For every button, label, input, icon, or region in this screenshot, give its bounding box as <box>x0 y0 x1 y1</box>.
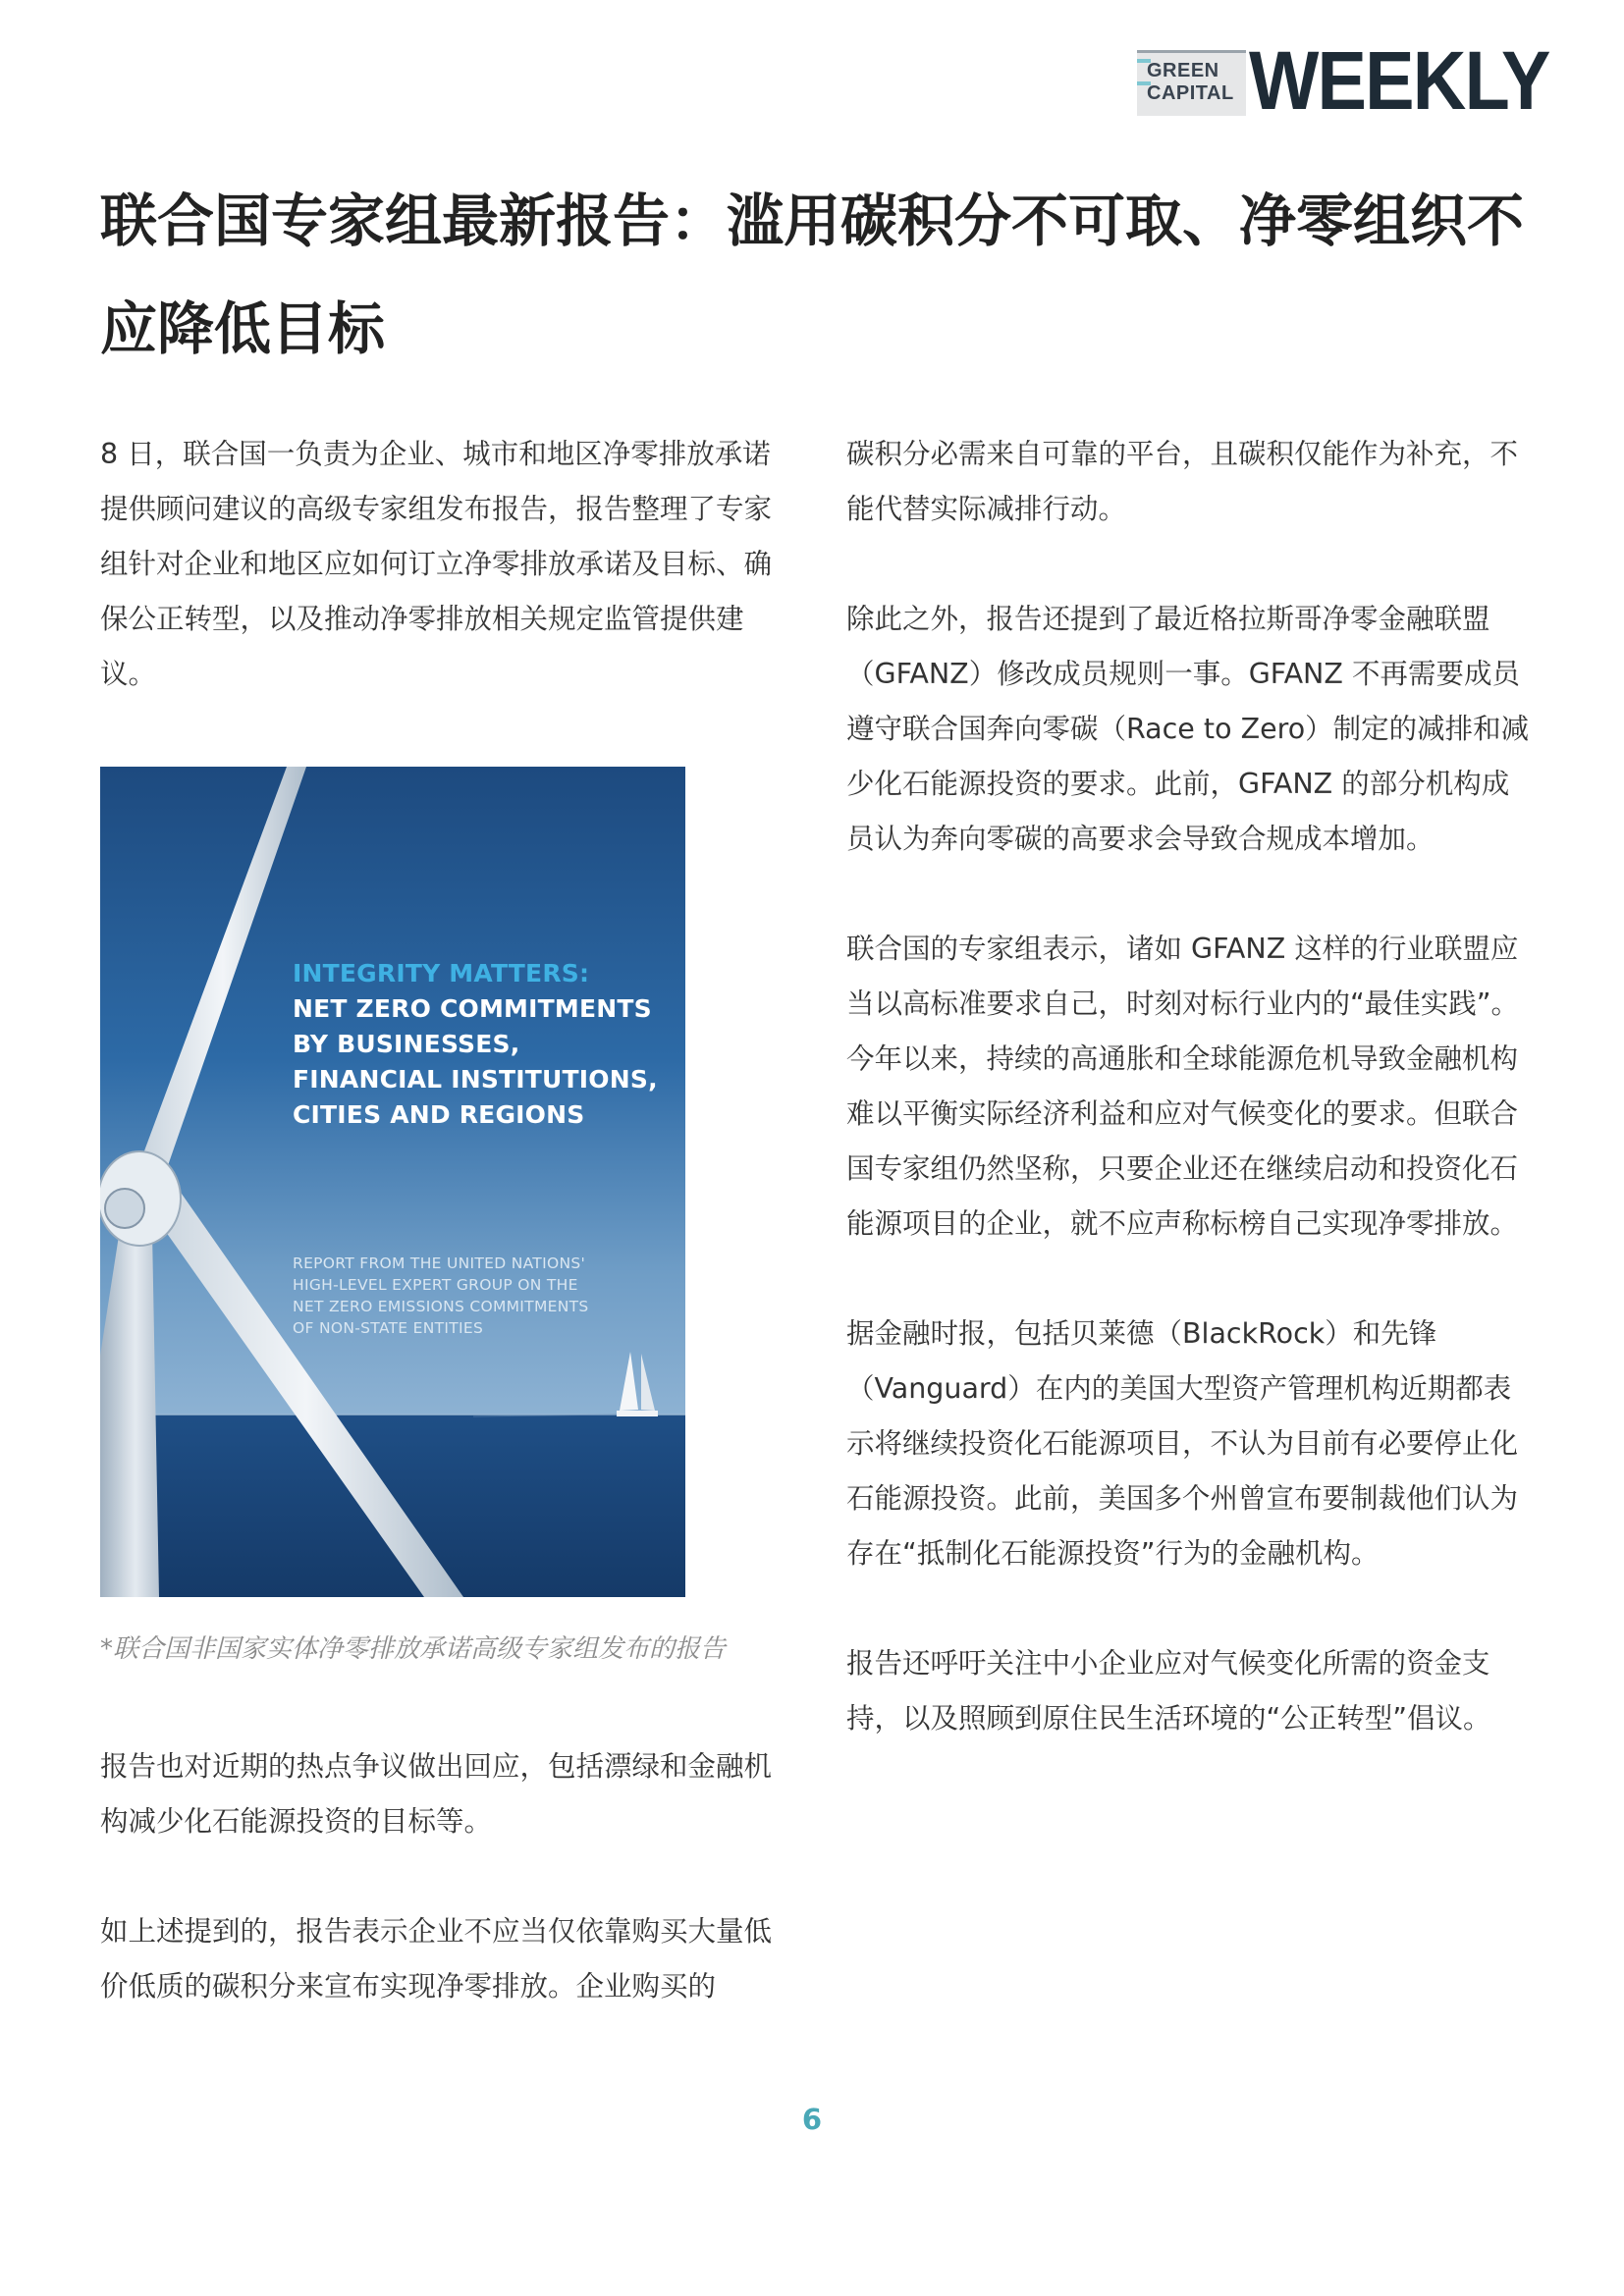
wind-turbine-seascape <box>100 767 685 1597</box>
image-caption: *联合国非国家实体净零排放承诺高级专家组发布的报告 <box>100 1634 727 1664</box>
green-capital-weekly-logo <box>1137 34 1549 127</box>
left-column <box>100 427 787 702</box>
logo-badge <box>1137 50 1246 116</box>
paragraph: 除此之外，报告还提到了最近格拉斯哥净零金融联盟（GFANZ）修改成员规则一事。GFANZ 不再需要成员遵守联合国奔向零碳（Race to Zero）制定的减排和减少化石能源投资的要求。此前，GFANZ 的部分机构成员认为奔向零碳的高要求会导致合规成本增加。 <box>846 603 1530 855</box>
article-title: 联合国专家组最新报告：滥用碳积分不可取、净零组织不应降低目标 <box>100 187 1525 362</box>
left-column-continued <box>100 1739 787 2014</box>
cover-title-line: CITIES AND REGIONS <box>293 1100 585 1129</box>
turbine-hub-cap <box>105 1189 144 1228</box>
cover-title-line: FINANCIAL INSTITUTIONS, <box>293 1065 658 1094</box>
right-column <box>846 427 1534 1746</box>
paragraph: 据金融时报，包括贝莱德（BlackRock）和先锋（Vanguard）在内的美国大型资产管理机构近期都表示将继续投资化石能源项目，不认为目前有必要停止化石能源投资。此前，美国多个州曾宣布要制裁他们认为存在“抵制化石能源投资”行为的金融机构。 <box>846 1317 1519 1570</box>
logo-weekly-text: WEEKLY <box>1249 34 1549 127</box>
paragraph: 8 日，联合国一负责为企业、城市和地区净零排放承诺提供顾问建议的高级专家组发布报告，报告整理了专家组针对企业和地区应如何订立净零排放承诺及目标、确保公正转型，以及推动净零排放相关规定监管提供建议。 <box>100 438 773 690</box>
cover-subtitle-block <box>293 1253 676 1339</box>
page-number: 6 <box>801 2103 823 2136</box>
cover-subtitle-line: OF NON-STATE ENTITIES <box>293 1319 484 1337</box>
logo-capital-text: CAPITAL <box>1147 82 1234 104</box>
paragraph: 联合国的专家组表示，诸如 GFANZ 这样的行业联盟应当以高标准要求自己，时刻对标行业内的“最佳实践”。今年以来，持续的高通胀和全球能源危机导致金融机构难以平衡实际经济利益和应对气候变化的要求。但联合国专家组仍然坚称，只要企业还在继续启动和投资化石能源项目的企业，就不应声称标榜自己实现净零排放。 <box>846 933 1520 1240</box>
cover-subtitle-line: NET ZERO EMISSIONS COMMITMENTS <box>293 1298 589 1315</box>
paragraph: 报告还呼吁关注中小企业应对气候变化所需的资金支持，以及照顾到原住民生活环境的“公正转型”倡议。 <box>846 1647 1491 1735</box>
cover-title-highlight: INTEGRITY MATTERS: <box>293 959 590 988</box>
cover-title-block <box>293 956 676 1133</box>
paragraph: 报告也对近期的热点争议做出回应，包括漂绿和金融机构减少化石能源投资的目标等。 <box>100 1750 773 1838</box>
logo-green-text: GREEN <box>1147 60 1219 81</box>
paragraph: 如上述提到的，报告表示企业不应当仅依靠购买大量低价低质的碳积分来宣布实现净零排放。企业购买的 <box>100 1915 773 2002</box>
cover-subtitle-line: HIGH-LEVEL EXPERT GROUP ON THE <box>293 1276 578 1294</box>
cover-subtitle-line: REPORT FROM THE UNITED NATIONS' <box>293 1255 586 1272</box>
cover-title-line: NET ZERO COMMITMENTS <box>293 994 652 1023</box>
cover-title-line: BY BUSINESSES, <box>293 1030 520 1058</box>
report-cover-image <box>100 767 685 1597</box>
paragraph: 碳积分必需来自可靠的平台，且碳积仅能作为补充，不能代替实际减排行动。 <box>846 438 1519 525</box>
